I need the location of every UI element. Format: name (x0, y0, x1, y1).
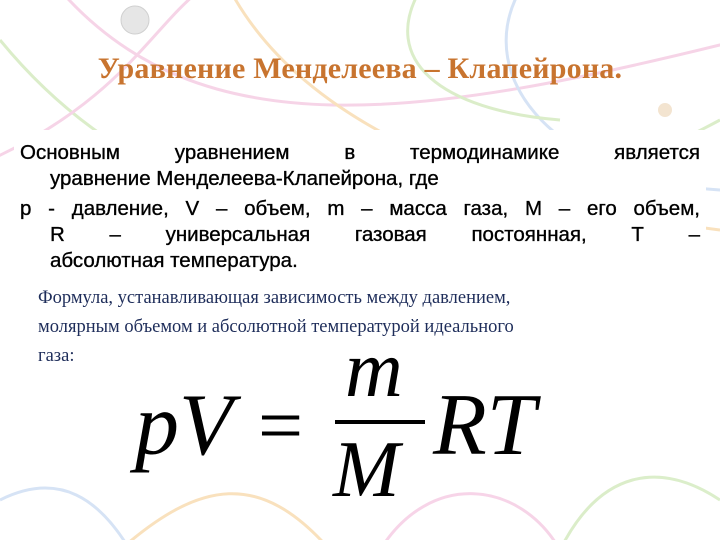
intro-line-1: Основным уравнением в термодинамике является (20, 141, 700, 164)
decor-curve-blue-2 (0, 488, 130, 540)
page-title: Уравнение Менделеева – Клапейрона. (97, 52, 623, 85)
decor-sphere-small (658, 103, 672, 117)
definitions-paragraph (20, 196, 700, 274)
caption-line-3: газа: (38, 346, 75, 366)
formula-lhs: pV (135, 377, 233, 474)
fraction-bar (335, 420, 425, 424)
formula-numerator: m (345, 326, 403, 414)
ideal-gas-formula (130, 326, 560, 520)
intro-paragraph (20, 140, 700, 192)
caption-line-2: молярным объемом и абсолютной температурой идеального (38, 317, 514, 337)
decor-sphere (121, 6, 149, 34)
caption-line-1: Формула, устанавливающая зависимость между давлением, (38, 288, 511, 308)
definitions-line-3: абсолютная температура. (50, 249, 298, 272)
decor-curve-green-3 (560, 477, 720, 540)
definitions-line-2: R – универсальная газовая постоянная, Т – (50, 223, 700, 246)
formula-rhs: RT (433, 377, 536, 474)
formula-denominator: M (333, 426, 400, 514)
definitions-line-1: р - давление, V – объем, m – масса газа, М – его объем, (20, 197, 700, 220)
formula-equals: = (258, 382, 304, 470)
intro-line-2: уравнение Менделеева-Клапейрона, где (50, 167, 439, 190)
